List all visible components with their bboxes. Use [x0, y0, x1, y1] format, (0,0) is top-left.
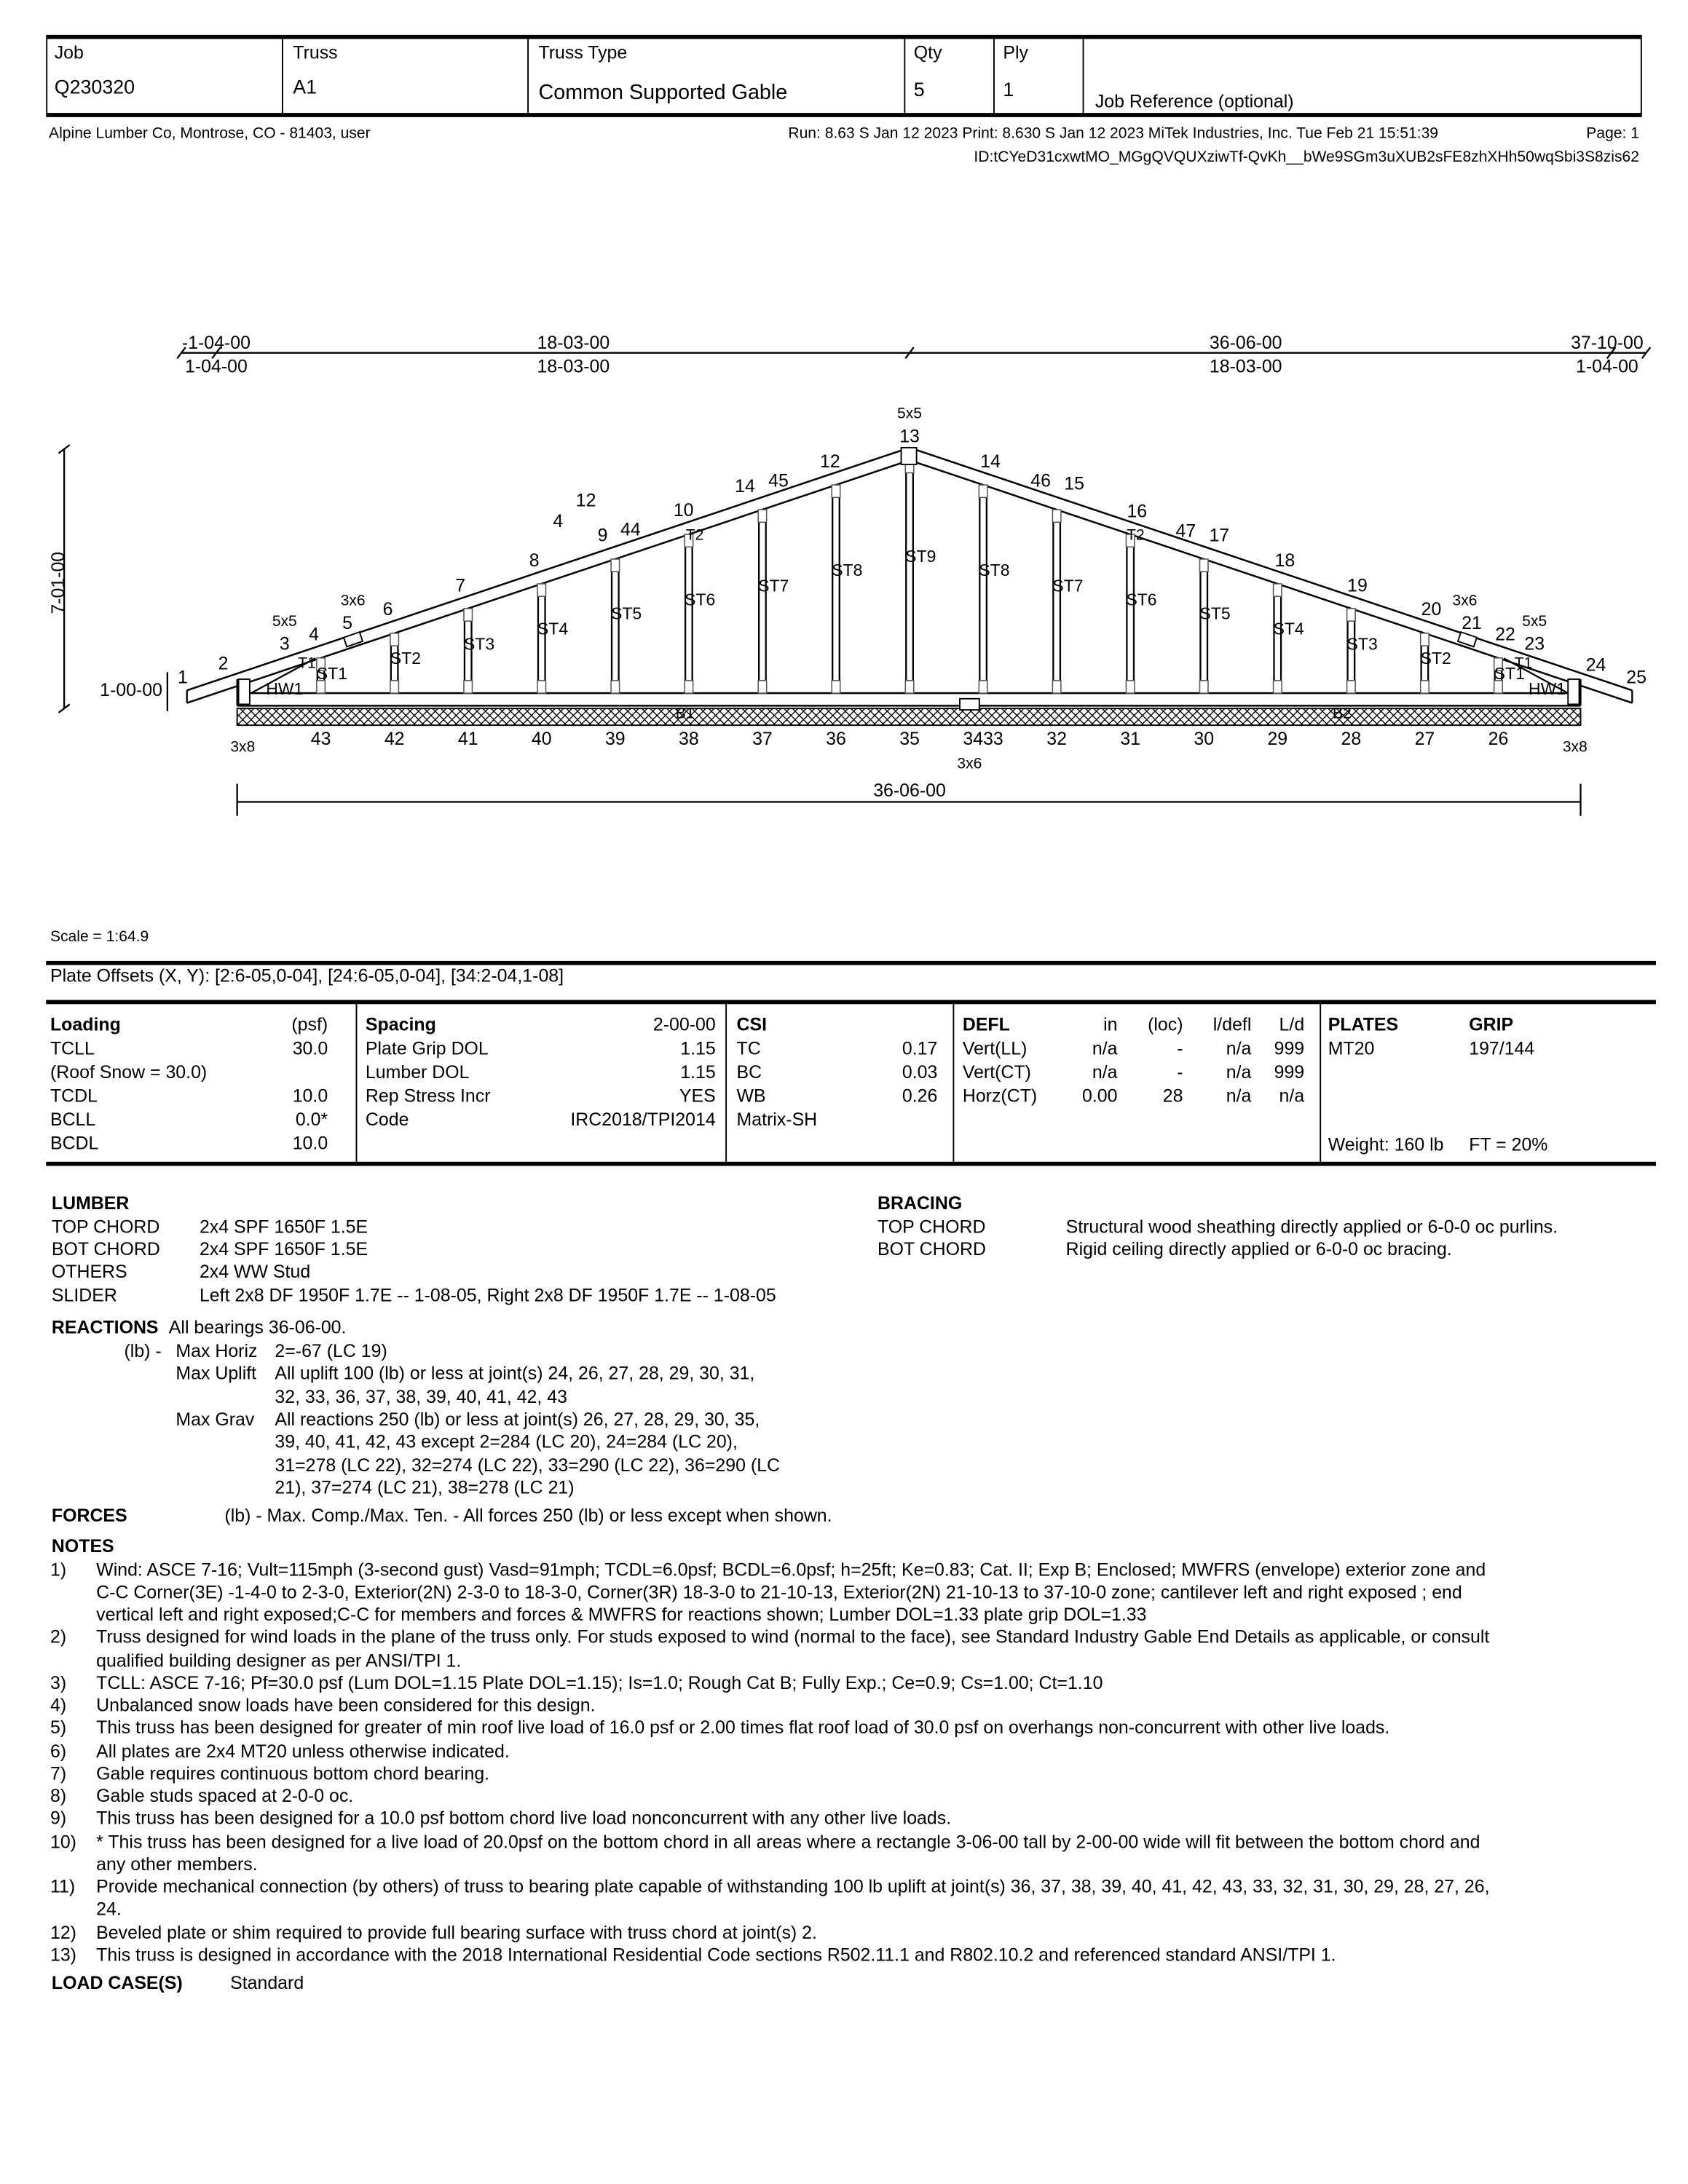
qty-label: Qty — [913, 41, 942, 63]
plate-type: MT20 — [1328, 1037, 1375, 1059]
note-text: TCLL: ASCE 7-16; Pf=30.0 psf (Lum DOL=1.15 Plate DOL=1.15); Is=1.0; Rough Cat B; Fully Exp.; Ce=0.9; Cs=1.00; Ct=1.10 — [96, 1671, 1103, 1693]
left-heel-plate — [239, 679, 250, 704]
stud-plate — [390, 633, 398, 646]
note-text: All plates are 2x4 MT20 unless otherwise indicated. — [96, 1739, 510, 1761]
joint-label: 45 — [768, 470, 789, 491]
defl-value: 28 — [1162, 1085, 1183, 1107]
spacing-label: Plate Grip DOL — [365, 1037, 489, 1059]
joint-label: B2 — [1333, 705, 1352, 722]
stud-label: ST1 — [1494, 663, 1525, 683]
stud-label: ST5 — [1199, 604, 1231, 623]
defl-column-header: l/defl — [1212, 1013, 1252, 1035]
loading-label: BCLL — [50, 1108, 96, 1130]
stud-label: ST9 — [905, 547, 936, 566]
plate-size-label: 3x8 — [230, 738, 256, 756]
bottom-joint-number: 39 — [604, 728, 626, 749]
defl-value: n/a — [1092, 1061, 1118, 1083]
height-dimension-label: 7-01-00 — [48, 551, 69, 614]
stud-label: ST6 — [685, 590, 716, 609]
bottom-joint-number: 28 — [1341, 728, 1362, 749]
top-dimension-label: 1-04-00 — [1575, 356, 1638, 377]
bracing-member: TOP CHORD — [877, 1216, 986, 1238]
bottom-joint-number: 3433 — [963, 728, 1003, 749]
note-text: 24. — [96, 1898, 122, 1920]
bracing-spec: Structural wood sheathing directly applied or 6-0-0 oc purlins. — [1065, 1216, 1558, 1238]
joint-label: 24 — [1585, 654, 1606, 676]
note-text: qualified building designer as per ANSI/TPI 1. — [96, 1649, 462, 1671]
joint-label: 12 — [575, 490, 596, 511]
joint-label: HW1 — [266, 679, 304, 699]
note-number: 13) — [50, 1944, 76, 1965]
note-number: 8) — [50, 1785, 67, 1806]
note-text: * This truss has been designed for a live load of 20.0psf on the bottom chord in all areas where a rectangle 3-06-00 tall by 2-00-00 wide will fit between the bottom chord and — [96, 1830, 1480, 1852]
bottom-joint-number: 31 — [1120, 728, 1141, 749]
note-text: C-C Corner(3E) -1-4-0 to 2-3-0, Exterior(2N) 2-3-0 to 18-3-0, Corner(3R) 18-3-0 to 21-10-13, Exterior(2N) 21-10-13 to 37-10-0 zone; cantilever left and right exposed ; end — [96, 1580, 1462, 1602]
stud-plate — [1347, 681, 1355, 693]
note-number: 9) — [50, 1808, 67, 1829]
stud-plate — [758, 510, 766, 522]
note-text: This truss has been designed for a 10.0 psf bottom chord live load nonconcurrent with any other live loads. — [96, 1808, 952, 1829]
stud-label: ST5 — [611, 604, 642, 623]
truss-type-value: Common Supported Gable — [538, 81, 788, 105]
joint-label: 25 — [1626, 667, 1646, 688]
stud-plate — [979, 485, 987, 497]
bottom-joint-number: 35 — [899, 728, 920, 749]
ply-value: 1 — [1003, 78, 1014, 100]
stud-plate — [1200, 559, 1208, 571]
joint-label: 23 — [1524, 633, 1545, 654]
bottom-joint-number: 37 — [752, 728, 773, 749]
reaction-label: Max Uplift — [175, 1363, 257, 1384]
joint-label: 14 — [735, 476, 755, 497]
loading-label: (Roof Snow = 30.0) — [50, 1061, 208, 1083]
ridge-plate — [902, 448, 917, 464]
joint-label: 7 — [455, 575, 466, 596]
joint-label: 3 — [279, 633, 290, 654]
defl-value: n/a — [1226, 1085, 1252, 1107]
stud-plate — [537, 681, 545, 693]
truss-drawing — [0, 0, 1688, 836]
forces-text: (lb) - Max. Comp./Max. Ten. - All forces 250 (lb) or less except when shown. — [224, 1505, 832, 1526]
reaction-value: 39, 40, 41, 42, 43 except 2=284 (LC 20), 24=284 (LC 20), — [275, 1431, 738, 1452]
grip-heading: GRIP — [1469, 1013, 1514, 1035]
joint-label: 20 — [1421, 598, 1442, 620]
defl-value: n/a — [1226, 1061, 1252, 1083]
top-dimension-label: 18-03-00 — [537, 332, 610, 353]
joint-label: 9 — [597, 525, 608, 546]
loading-value: 30.0 — [292, 1037, 328, 1059]
joint-label: 10 — [673, 499, 694, 521]
top-dimension-label: 18-03-00 — [1209, 356, 1282, 377]
top-dimension-label: 1-04-00 — [185, 356, 248, 377]
note-text: Wind: ASCE 7-16; Vult=115mph (3-second gust) Vasd=91mph; TCDL=6.0psf; BCDL=6.0psf; h=25ft; Ke=0.83; Cat. II; Exp B; Enclosed; MWFRS (envelope) exterior zone and — [96, 1558, 1486, 1580]
stud-plate — [1421, 681, 1429, 693]
stud-plate — [1200, 681, 1208, 693]
note-number: 1) — [50, 1558, 67, 1580]
forces-heading: FORCES — [51, 1505, 127, 1526]
truss-type-label: Truss Type — [538, 41, 628, 63]
note-number: 6) — [50, 1739, 67, 1761]
spacing-value: 2-00-00 — [652, 1013, 716, 1035]
defl-value: n/a — [1092, 1037, 1118, 1059]
bottom-joint-number: 29 — [1267, 728, 1288, 749]
truss-label: Truss — [293, 41, 338, 63]
stud-plate — [1274, 681, 1282, 693]
loading-heading: Loading — [50, 1013, 121, 1035]
note-number: 12) — [50, 1920, 76, 1942]
note-text: This truss is designed in accordance with the 2018 International Residential Code sections R502.11.1 and R802.10.2 and referenced standard ANSI/TPI 1. — [96, 1944, 1336, 1965]
joint-label: T2 — [1127, 526, 1145, 544]
stud-label: ST6 — [1126, 590, 1157, 609]
joint-label: 22 — [1495, 624, 1515, 645]
reaction-label: Max Grav — [175, 1408, 255, 1430]
stud-label: ST4 — [1273, 619, 1304, 638]
stud-plate — [685, 681, 693, 693]
defl-value: 0.00 — [1081, 1085, 1118, 1107]
lumber-member: SLIDER — [51, 1284, 117, 1306]
stud-plate — [832, 681, 840, 693]
joint-label: 4 — [553, 511, 564, 532]
note-number: 4) — [50, 1694, 67, 1716]
stud-plate — [1274, 584, 1282, 596]
joint-label: 5x5 — [272, 613, 297, 630]
joint-label: 21 — [1462, 612, 1482, 633]
stud-label: ST2 — [390, 648, 422, 668]
spacing-row-value: 1.15 — [680, 1061, 716, 1083]
heel-dimension-label: 1-00-00 — [100, 679, 162, 700]
joint-label: 3x6 — [1452, 592, 1478, 609]
note-text: Unbalanced snow loads have been considered for this design. — [96, 1694, 596, 1716]
bracing-spec: Rigid ceiling directly applied or 6-0-0 oc bracing. — [1065, 1238, 1452, 1259]
reaction-value: All uplift 100 (lb) or less at joint(s) 24, 26, 27, 28, 29, 30, 31, — [275, 1363, 755, 1384]
stud-label: ST7 — [1052, 576, 1084, 596]
bracing-member: BOT CHORD — [877, 1238, 986, 1259]
joint-label: HW1 — [1528, 679, 1566, 699]
job-label: Job — [54, 41, 84, 63]
stud-plate — [464, 609, 472, 621]
run-info: Run: 8.63 S Jan 12 2023 Print: 8.630 S Jan 12 2023 MiTek Industries, Inc. Tue Feb 21 15:51:39 — [788, 125, 1439, 143]
defl-column-header: in — [1103, 1013, 1118, 1035]
csi-heading: CSI — [736, 1013, 768, 1035]
stud-label: ST3 — [463, 634, 495, 654]
bearing-wall — [237, 708, 1581, 725]
defl-value: n/a — [1279, 1085, 1305, 1107]
loading-value: 10.0 — [292, 1085, 328, 1107]
csi-label: Matrix-SH — [736, 1108, 818, 1130]
job-value: Q230320 — [54, 75, 135, 98]
top-dimension-label: 37-10-00 — [1571, 332, 1644, 353]
stud-plate — [832, 485, 840, 497]
lumber-spec: 2x4 SPF 1650F 1.5E — [199, 1216, 368, 1238]
joint-label: 3x6 — [340, 592, 366, 609]
note-text: Provide mechanical connection (by others) of truss to bearing plate capable of withstanding 100 lb uplift at joint(s) 36, 37, 38, 39, 40, 41, 42, 43, 33, 32, 31, 30, 29, 28, 27, 26, — [96, 1875, 1490, 1897]
note-number: 11) — [50, 1875, 76, 1897]
reaction-value: 31=278 (LC 22), 32=274 (LC 22), 33=290 (LC 22), 36=290 (LC — [275, 1454, 781, 1475]
stud-plate — [905, 681, 913, 693]
joint-label: 12 — [819, 451, 840, 472]
bottom-joint-number: 30 — [1194, 728, 1215, 749]
company-info: Alpine Lumber Co, Montrose, CO - 81403, user — [49, 125, 371, 143]
joint-label: B1 — [675, 705, 695, 722]
stud-plate — [979, 681, 987, 693]
lumber-spec: Left 2x8 DF 1950F 1.7E -- 1-08-05, Right 2x8 DF 1950F 1.7E -- 1-08-05 — [199, 1284, 776, 1306]
joint-label: 16 — [1127, 501, 1148, 522]
joint-label: 19 — [1347, 575, 1368, 596]
reaction-value: 2=-67 (LC 19) — [275, 1340, 387, 1361]
bottom-joint-number: 26 — [1488, 728, 1509, 749]
spacing-label: Rep Stress Incr — [365, 1085, 491, 1107]
defl-value: n/a — [1226, 1037, 1252, 1059]
joint-label: 47 — [1175, 521, 1196, 542]
defl-value: 999 — [1274, 1037, 1305, 1059]
joint-label: 2 — [218, 653, 229, 674]
lumber-member: BOT CHORD — [51, 1238, 160, 1259]
stud-label: ST2 — [1420, 648, 1451, 668]
spacing-row-value: YES — [679, 1085, 716, 1107]
ply-label: Ply — [1003, 41, 1028, 63]
bottom-joint-number: 42 — [384, 728, 405, 749]
loading-value: 0.0* — [295, 1108, 328, 1130]
page-number: Page: 1 — [1586, 125, 1639, 143]
top-dimension-label: 36-06-00 — [1209, 332, 1282, 353]
spacing-label: Lumber DOL — [365, 1061, 470, 1083]
joint-label: 14 — [980, 451, 1001, 472]
load-case-value: Standard — [230, 1971, 304, 1993]
reaction-label: Max Horiz — [175, 1340, 258, 1361]
joint-label: 13 — [899, 426, 920, 447]
joint-label: T2 — [685, 526, 704, 544]
defl-value: - — [1177, 1061, 1183, 1083]
note-text: This truss has been designed for greater of min roof live load of 16.0 psf or 2.00 times flat roof load of 30.0 psf on overhangs non-concurrent with other live loads. — [96, 1717, 1390, 1738]
stud-plate — [390, 681, 398, 693]
note-text: Gable requires continuous bottom chord bearing. — [96, 1762, 490, 1784]
bottom-joint-number: 38 — [679, 728, 699, 749]
joint-label: 6 — [382, 598, 393, 620]
ft-value: FT = 20% — [1469, 1133, 1548, 1155]
lumber-member: OTHERS — [51, 1260, 127, 1282]
plate-offsets: Plate Offsets (X, Y): [2:6-05,0-04], [24:6-05,0-04], [34:2-04,1-08] — [50, 965, 564, 986]
right-heel-plate — [1568, 679, 1579, 704]
joint-label: 1 — [178, 667, 188, 688]
plate-grip: 197/144 — [1469, 1037, 1535, 1059]
loading-label: BCDL — [50, 1132, 99, 1154]
csi-label: TC — [736, 1037, 761, 1059]
joint-label: 15 — [1064, 473, 1084, 494]
joint-label: 5x5 — [1522, 613, 1547, 630]
reactions-unit: (lb) - — [124, 1340, 162, 1361]
plate-size-label: 3x8 — [1562, 738, 1588, 756]
drawing-id: ID:tCYeD31cxwtMO_MGgQVQUXziwTf-QvKh__bWe9SGm3uXUB2sFE8zhXHh50wqSbi3S8zis62 — [974, 149, 1639, 166]
note-number: 3) — [50, 1671, 67, 1693]
top-dimension-label: 18-03-00 — [537, 356, 610, 377]
bottom-joint-number: 27 — [1414, 728, 1435, 749]
stud-plate — [1421, 633, 1429, 646]
lumber-spec: 2x4 WW Stud — [199, 1260, 311, 1282]
joint-label: 4 — [309, 624, 319, 645]
stud-label: ST8 — [832, 561, 863, 580]
note-text: Gable studs spaced at 2-0-0 oc. — [96, 1785, 354, 1806]
spacing-label: Code — [365, 1108, 409, 1130]
joint-label: T1 — [298, 654, 316, 672]
stud-label: ST8 — [979, 561, 1010, 580]
loading-label: TCDL — [50, 1085, 98, 1107]
bottom-joint-number: 43 — [310, 728, 331, 749]
stud-plate — [1347, 609, 1355, 621]
spacing-row-value: IRC2018/TPI2014 — [570, 1108, 716, 1130]
defl-value: - — [1177, 1037, 1183, 1059]
stud-label: ST7 — [758, 576, 789, 596]
note-number: 5) — [50, 1717, 67, 1738]
csi-label: WB — [736, 1085, 766, 1107]
note-number: 10) — [50, 1830, 76, 1852]
load-case-heading: LOAD CASE(S) — [51, 1971, 183, 1993]
stud-label: ST3 — [1346, 634, 1378, 654]
spacing-row-value: 1.15 — [680, 1037, 716, 1059]
top-dimension-label: -1-04-00 — [181, 332, 251, 353]
stud-plate — [464, 681, 472, 693]
bottom-joint-number: 32 — [1046, 728, 1067, 749]
stud-label: ST4 — [537, 619, 569, 638]
plates-heading: PLATES — [1328, 1013, 1399, 1035]
bottom-splice-plate — [960, 699, 979, 710]
plate-size-label: 3x6 — [957, 755, 982, 772]
reactions-heading: REACTIONS — [51, 1316, 159, 1338]
stud-plate — [611, 559, 619, 571]
job-reference: Job Reference (optional) — [1095, 90, 1294, 112]
note-text: vertical left and right exposed;C-C for members and forces & MWFRS for reactions shown; Lumber DOL=1.33 plate grip DOL=1.33 — [96, 1604, 1147, 1625]
loading-unit: (psf) — [291, 1013, 328, 1035]
reaction-value: 32, 33, 36, 37, 38, 39, 40, 41, 42, 43 — [275, 1385, 567, 1407]
stud-plate — [537, 584, 545, 596]
defl-label: Horz(CT) — [962, 1085, 1038, 1107]
csi-value: 0.17 — [902, 1037, 938, 1059]
reaction-value: All reactions 250 (lb) or less at joint(s) 26, 27, 28, 29, 30, 35, — [275, 1408, 760, 1430]
defl-label: Vert(LL) — [962, 1037, 1028, 1059]
defl-value: 999 — [1274, 1061, 1305, 1083]
joint-label: T1 — [1514, 654, 1533, 672]
csi-value: 0.26 — [902, 1085, 938, 1107]
note-number: 7) — [50, 1762, 67, 1784]
qty-value: 5 — [913, 78, 925, 100]
truss-weight: Weight: 160 lb — [1328, 1133, 1444, 1155]
joint-label: 46 — [1030, 470, 1051, 491]
stud-plate — [1052, 510, 1060, 522]
stud-plate — [1126, 681, 1134, 693]
loading-label: TCLL — [50, 1037, 95, 1059]
joint-label: 8 — [529, 550, 540, 571]
reaction-value: 21), 37=274 (LC 21), 38=278 (LC 21) — [275, 1476, 575, 1498]
loading-value: 10.0 — [292, 1132, 328, 1154]
bracing-heading: BRACING — [877, 1192, 963, 1214]
note-text: Beveled plate or shim required to provide full bearing surface with truss chord at joint(s) 2. — [96, 1920, 817, 1942]
truss-value: A1 — [293, 75, 318, 98]
stud-plate — [1052, 681, 1060, 693]
note-text: Truss designed for wind loads in the plane of the truss only. For studs exposed to wind (normal to the face), see Standard Industry Gable End Details as applicable, or consult — [96, 1626, 1490, 1647]
joint-label: 17 — [1209, 525, 1230, 546]
scale-label: Scale = 1:64.9 — [50, 928, 149, 946]
notes-heading: NOTES — [51, 1535, 114, 1556]
lumber-spec: 2x4 SPF 1650F 1.5E — [199, 1238, 368, 1259]
bottom-joint-number: 36 — [826, 728, 846, 749]
joint-label: 18 — [1274, 550, 1295, 571]
bottom-joint-number: 40 — [531, 728, 552, 749]
joint-label: 44 — [620, 519, 641, 540]
span-dimension-label: 36-06-00 — [873, 780, 946, 801]
spacing-heading: Spacing — [365, 1013, 436, 1035]
csi-label: BC — [736, 1061, 762, 1083]
note-text: any other members. — [96, 1853, 258, 1875]
joint-label: 5x5 — [897, 405, 923, 422]
stud-plate — [611, 681, 619, 693]
lumber-heading: LUMBER — [51, 1192, 130, 1214]
joint-label: 5 — [342, 612, 352, 633]
defl-heading: DEFL — [962, 1013, 1010, 1035]
bottom-joint-number: 41 — [457, 728, 478, 749]
reactions-bearings: All bearings 36-06-00. — [168, 1316, 347, 1338]
stud-plate — [758, 681, 766, 693]
note-number: 2) — [50, 1626, 67, 1647]
csi-value: 0.03 — [902, 1061, 938, 1083]
stud-label: ST1 — [316, 663, 347, 683]
defl-label: Vert(CT) — [962, 1061, 1031, 1083]
defl-column-header: (loc) — [1148, 1013, 1183, 1035]
lumber-member: TOP CHORD — [51, 1216, 160, 1238]
defl-column-header: L/d — [1279, 1013, 1305, 1035]
